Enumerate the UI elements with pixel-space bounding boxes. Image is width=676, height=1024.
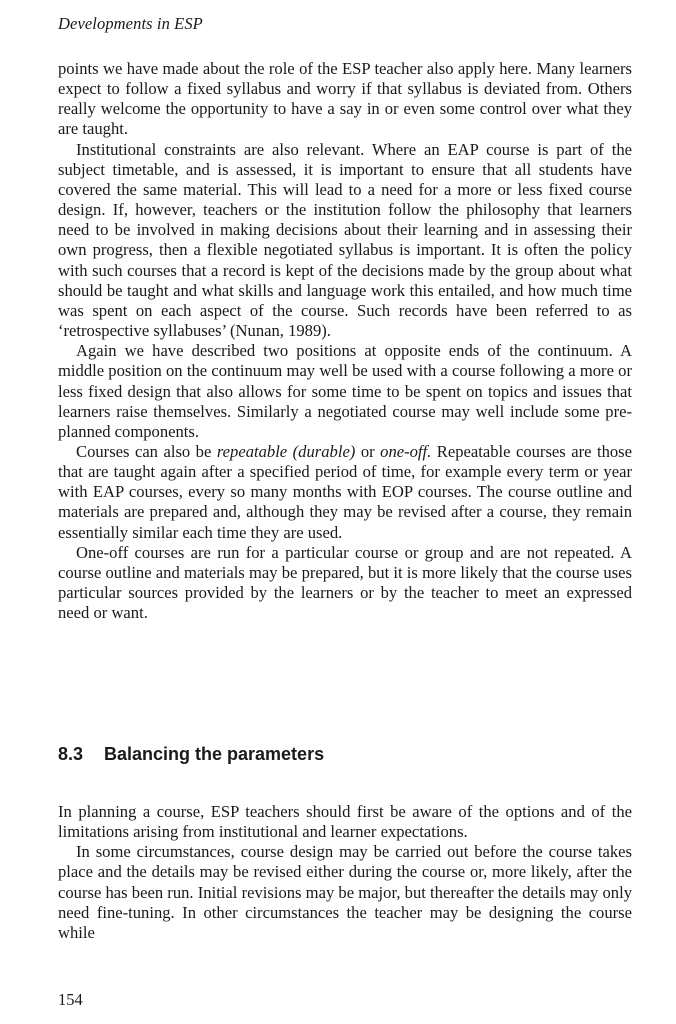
paragraph-institutional-constraints: Institutional constraints are also relevant. Where an EAP course is part of the subject timetable, and is assessed, it is important to ensure that all students have covered the same material. This will lead to a need for a more or less fixed course design. If, however, teachers or the institution follow the philosophy that learners need to be involved in making decisions about their learning and in assessing their own progress, then a flexible negotiated syllabus is important. It is often the policy with such courses that a record is kept of the decisions made by the group about what should be taught and what skills and language work this entailed, and how much time was spent on each aspect of the course. Such records have been referred to as ‘retrospective syllabuses’ (Nunan, 1989).	[58, 139, 632, 341]
paragraph-one-off-courses: One-off courses are run for a particular course or group and are not repeated. A course outline and materials may be prepared, but it is more likely that the course uses particular sources provided by the learners or by the teacher to meet an expressed need or want.	[58, 542, 632, 623]
paragraph-circumstances: In some circumstances, course design may be carried out before the course takes place and the details may be revised either during the course or, more likely, after the course has been run. Initial revisions may be major, but thereafter the details may only need fine-tuning. In other circumstances the teacher may be designing the course while	[58, 842, 632, 942]
section-title: Balancing the parameters	[104, 744, 325, 764]
text-mid: or	[355, 441, 381, 461]
text-lead: Courses can also be	[76, 441, 217, 461]
text-rest: Repeatable courses are those that are taught again after a specified period of time, for example every term or year with EAP courses, every so many months with EOP courses. The course outline and materials are prepared and, although they may be revised after a course, they remain essentially similar each time they are used.	[58, 441, 632, 542]
section-heading	[58, 744, 324, 765]
running-head: Developments in ESP	[58, 14, 203, 33]
term-one-off: one-off.	[380, 441, 432, 461]
section-number: 8.3	[58, 744, 84, 764]
paragraph-repeatable-courses	[58, 442, 632, 543]
body-text	[58, 59, 632, 623]
page-number: 154	[58, 990, 83, 1009]
paragraph-middle-position: Again we have described two positions at opposite ends of the continuum. A middle position on the continuum may well be used with a course following a more or less fixed design that also allows for some time to be spent on topics and issues that learners raise themselves. Similarly a negotiated course may well include some pre-planned components.	[58, 341, 632, 441]
book-page	[58, 0, 632, 1024]
section-body	[58, 802, 632, 943]
paragraph-planning: In planning a course, ESP teachers should first be aware of the options and of the limitations arising from institutional and learner expectations.	[58, 802, 632, 842]
term-repeatable: repeatable (durable)	[216, 441, 356, 461]
paragraph-continuation: points we have made about the role of the ESP teacher also apply here. Many learners expect to follow a fixed syllabus and worry if that syllabus is deviated from. Others really welcome the opportunity to have a say in or even some control over what they are taught.	[58, 59, 632, 139]
